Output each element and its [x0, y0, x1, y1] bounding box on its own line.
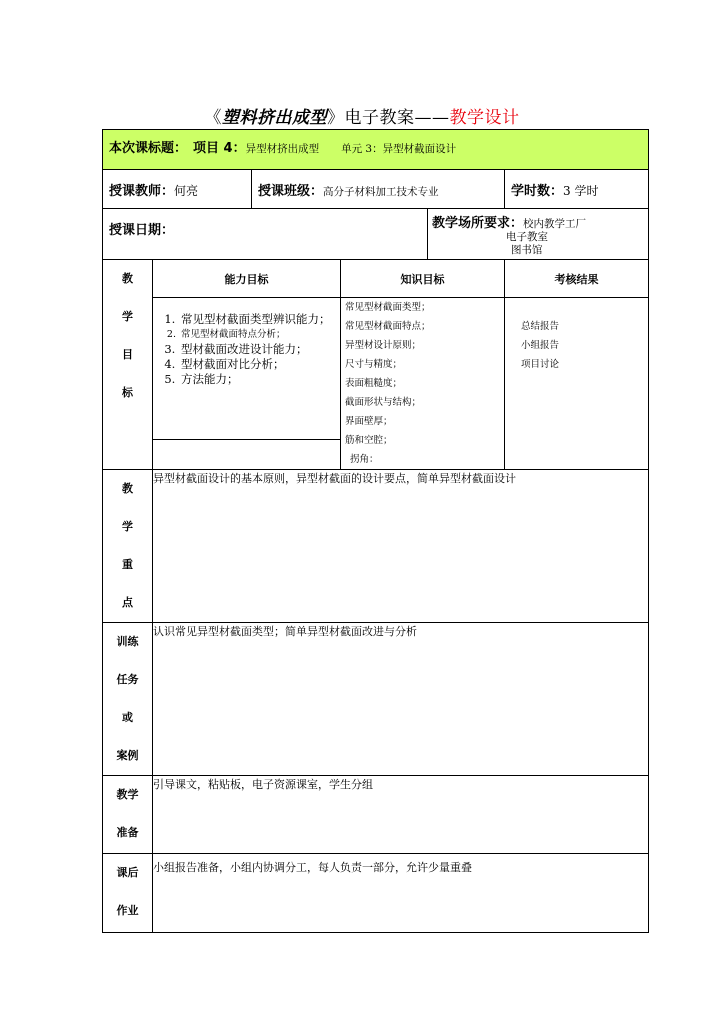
title-bracket-open: 《 [204, 108, 222, 128]
knowledge-item: 表面粗糙度； [345, 378, 403, 389]
knowledge-item: 筋和空腔； [345, 435, 393, 446]
class-label: 授课班级： [258, 184, 324, 199]
date-venue-row [103, 209, 649, 260]
knowledge-item: 异型材设计原则； [345, 340, 422, 351]
title-bracket-close: 》 [327, 108, 345, 128]
focus-row [103, 470, 649, 623]
assessment-header: 考核结果 [505, 260, 649, 298]
title-middle: 电子教案—— [344, 108, 450, 128]
teacher-label: 授课教师： [109, 184, 175, 199]
lesson-plan-table [102, 129, 649, 933]
venue-label: 教学场所要求： [432, 216, 524, 231]
homework-content: 小组报告准备，小组内协调分工，每人负责一部分，允许少量重叠 [153, 854, 649, 933]
homework-side-label: 课后 作业 [103, 854, 153, 933]
tasks-content: 认识常见异型材截面类型；简单异型材截面改进与分析 [153, 623, 649, 776]
prep-content: 引导课文，粘贴板，电子资源课室，学生分组 [153, 776, 649, 854]
tasks-row [103, 623, 649, 776]
topic-label: 本次课标题： [109, 141, 188, 156]
project-name: 异型材挤出成型 [245, 143, 320, 155]
prep-row [103, 776, 649, 854]
assessment-item: 总结报告 [521, 321, 560, 332]
ability-item: 1. 常见型材截面类型辨识能力； [179, 312, 334, 327]
prep-side-label: 教学 准备 [103, 776, 153, 854]
objectives-content-row [103, 298, 649, 470]
page-title [0, 103, 724, 128]
title-highlight: 教学设计 [449, 108, 520, 128]
topic-row [103, 130, 649, 170]
course-name: 塑料挤出成型 [222, 108, 327, 128]
assessment-list [505, 298, 649, 470]
date-label: 授课日期： [109, 223, 175, 238]
knowledge-item: 尺寸与精度； [345, 359, 403, 370]
ability-item: 2. 常见型材截面特点分析； [179, 327, 334, 342]
ability-box [153, 298, 340, 440]
ability-item: 5. 方法能力； [179, 372, 334, 387]
tasks-side-label: 训练 任务 或 案例 [103, 623, 153, 776]
teacher-row [103, 170, 649, 209]
homework-row [103, 854, 649, 933]
assessment-item: 小组报告 [521, 340, 560, 351]
knowledge-list [341, 298, 505, 470]
knowledge-header: 知识目标 [341, 260, 505, 298]
ability-item: 3. 型材截面改进设计能力； [179, 342, 334, 357]
class-value: 高分子材料加工技术专业 [323, 186, 439, 198]
knowledge-item: 界面壁厚； [345, 416, 393, 427]
hours-value: 3 学时 [563, 184, 599, 198]
knowledge-item: 常见型材截面类型； [345, 302, 431, 313]
ability-item: 4. 型材截面对比分析； [179, 357, 334, 372]
venue-line3: 图书馆 [511, 244, 543, 256]
venue-line2: 电子教室 [506, 231, 548, 243]
assessment-item: 项目讨论 [521, 359, 560, 370]
teacher-name: 何亮 [174, 184, 199, 198]
unit-name: 单元 3：异型材截面设计 [341, 143, 457, 155]
project-number: 项目 4： [193, 141, 246, 156]
ability-list [153, 312, 334, 387]
focus-content: 异型材截面设计的基本原则，异型材截面的设计要点，简单异型材截面设计 [153, 470, 649, 623]
venue-line1: 校内教学工厂 [523, 218, 587, 230]
objectives-header-row [103, 260, 649, 298]
knowledge-item: 拐角： [350, 454, 379, 465]
knowledge-item: 常见型材截面特点； [345, 321, 431, 332]
focus-side-label: 教 学 重 点 [103, 470, 153, 623]
hours-label: 学时数： [511, 184, 564, 199]
ability-header: 能力目标 [153, 260, 341, 298]
objectives-side-label: 教 学 目 标 [103, 260, 153, 470]
knowledge-item: 截面形状与结构； [345, 397, 422, 408]
